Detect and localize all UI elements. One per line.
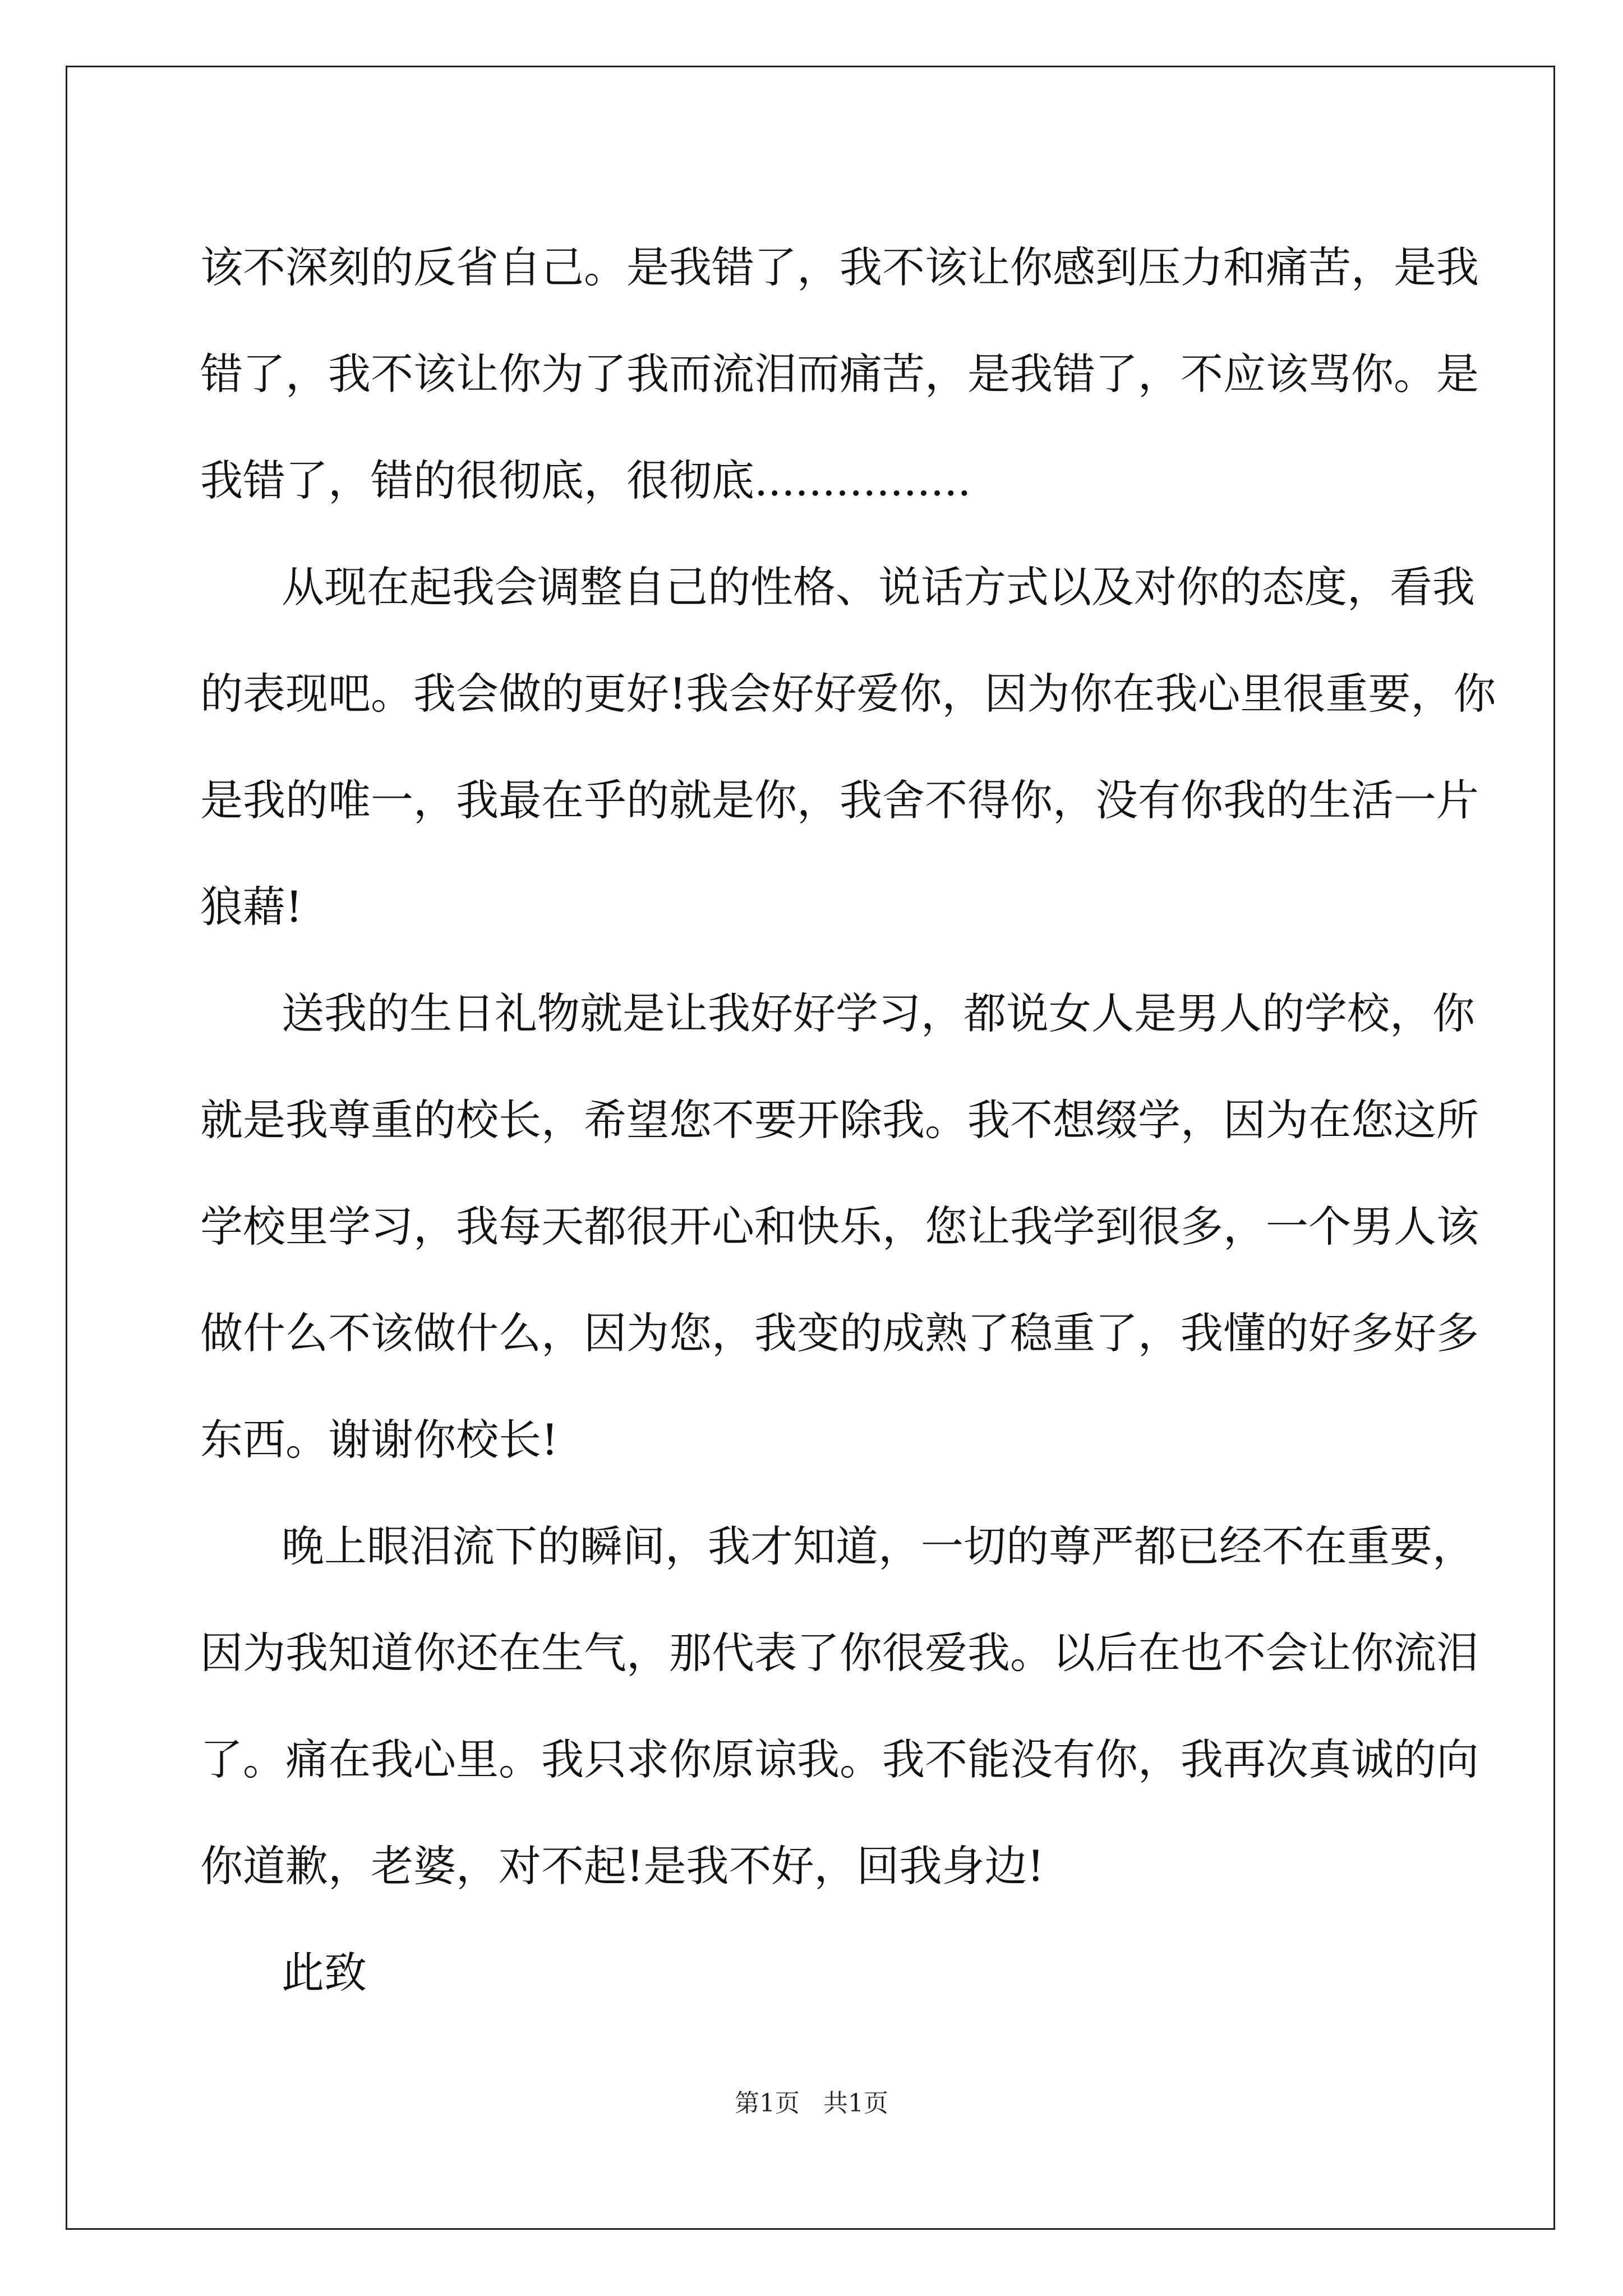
text-line: 从现在起我会调整自己的性格、说话方式以及对你的态度，看我 xyxy=(282,562,1475,612)
text-line: 因为我知道你还在生气，那代表了你很爱我。以后在也不会让你流泪 xyxy=(200,1628,1479,1678)
text-line: 错了，我不该让你为了我而流泪而痛苦，是我错了，不应该骂你。是 xyxy=(200,349,1479,399)
text-line: 是我的唯一，我最在乎的就是你，我舍不得你，没有你我的生活一片 xyxy=(200,775,1479,825)
text-line: 晚上眼泪流下的瞬间，我才知道，一切的尊严都已经不在重要， xyxy=(282,1521,1475,1571)
page-number: 第1页 xyxy=(735,2089,800,2118)
page-total: 共1页 xyxy=(823,2089,888,2118)
text-line: 你道歉，老婆，对不起!是我不好，回我身边! xyxy=(200,1841,1045,1891)
text-line: 该不深刻的反省自己。是我错了，我不该让你感到压力和痛苦，是我 xyxy=(200,242,1479,292)
text-line: 了。痛在我心里。我只求你原谅我。我不能没有你，我再次真诚的向 xyxy=(200,1734,1479,1784)
letter-body xyxy=(200,214,1496,2026)
text-line: 送我的生日礼物就是让我好好学习，都说女人是男人的学校，你 xyxy=(282,988,1475,1038)
closing-line: 此致 xyxy=(282,1948,367,1998)
text-line: 我错了，错的很彻底，很彻底................ xyxy=(200,455,971,505)
text-line: 就是我尊重的校长，希望您不要开除我。我不想缀学，因为在您这所 xyxy=(200,1095,1479,1145)
text-line: 做什么不该做什么，因为您，我变的成熟了稳重了，我懂的好多好多 xyxy=(200,1308,1479,1358)
text-line: 学校里学习，我每天都很开心和快乐，您让我学到很多，一个男人该 xyxy=(200,1202,1479,1251)
text-line: 狼藉! xyxy=(200,882,303,932)
page-footer xyxy=(0,2087,1623,2120)
text-line: 东西。谢谢你校长! xyxy=(200,1415,559,1465)
text-line: 的表现吧。我会做的更好!我会好好爱你，因为你在我心里很重要，你 xyxy=(200,669,1496,719)
